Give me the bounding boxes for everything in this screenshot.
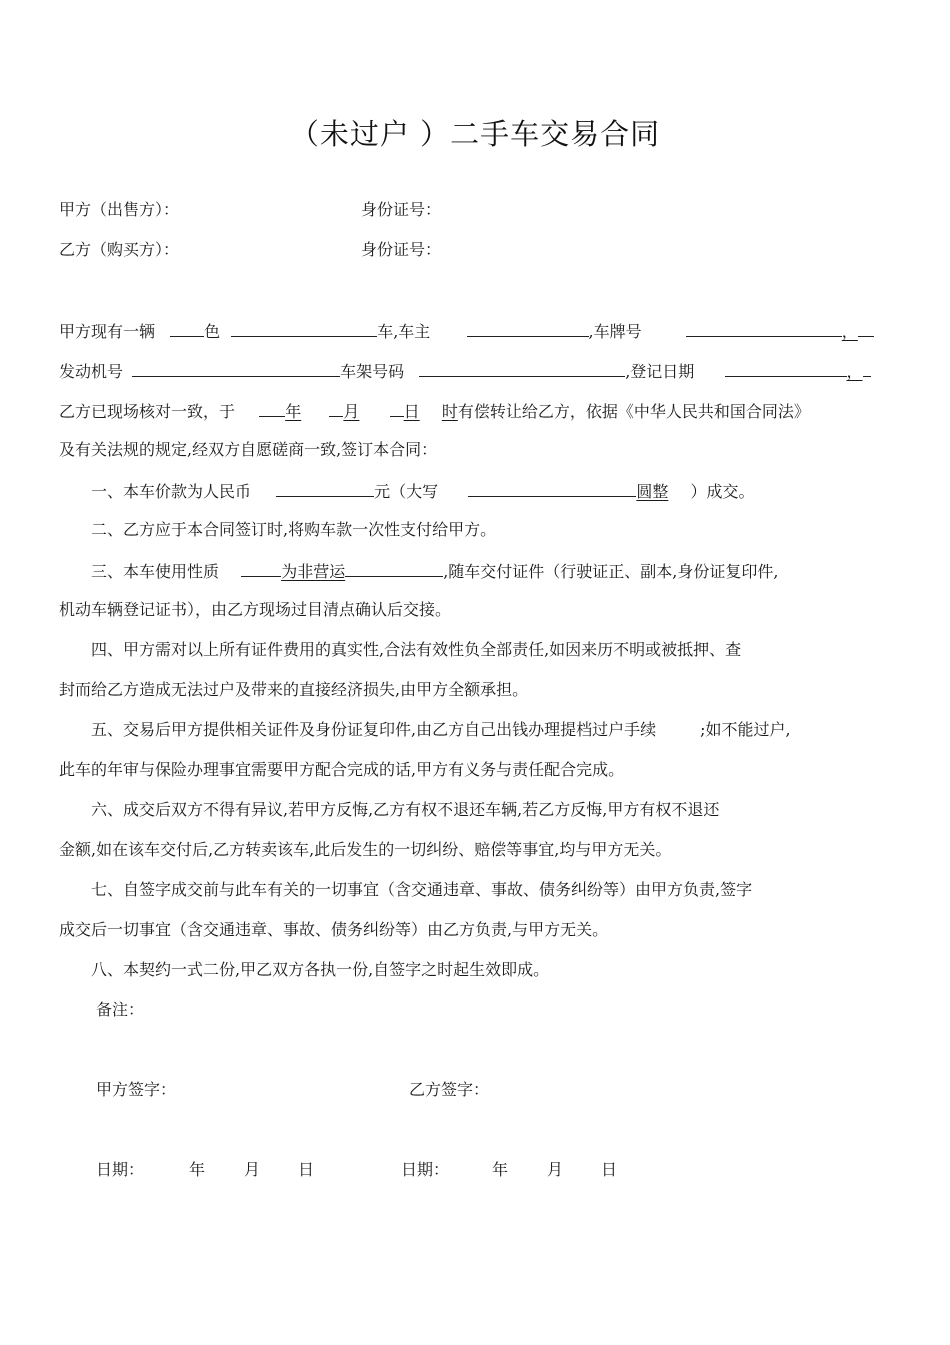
remark-label: 备注： bbox=[96, 1000, 145, 1019]
buyer-label: 乙方（购买方）： bbox=[59, 240, 180, 259]
engine-label: 发动机号 bbox=[59, 362, 124, 381]
frame-label: 车架号码 bbox=[340, 362, 405, 381]
clause-3-cont: 机动车辆登记证书），由乙方现场过目清点确认后交接。 bbox=[59, 600, 452, 619]
day-label: 日 bbox=[403, 402, 420, 421]
clause-4-cont: 封而给乙方造成无法过户及带来的直接经济损失,由甲方全额承担。 bbox=[59, 680, 529, 699]
plate-label: ,车牌号 bbox=[588, 322, 642, 341]
clause-1-price-label: 一、本车价款为人民币 bbox=[91, 482, 252, 501]
hour-label: 时 bbox=[441, 402, 458, 421]
clause-3 bbox=[91, 560, 778, 582]
seller-signature-label: 甲方签字： bbox=[96, 1080, 177, 1099]
clause-3-docs: ,随车交付证件（行驶证正、副本,身份证复印件, bbox=[443, 562, 779, 581]
vehicle-line-3 bbox=[59, 400, 810, 422]
vehicle-line-4: 及有关法规的规定,经双方自愿磋商一致,签订本合同： bbox=[59, 440, 438, 459]
price-blank[interactable] bbox=[276, 480, 374, 497]
model-blank[interactable] bbox=[231, 320, 377, 337]
document-title: （未过户 ）二手车交易合同 bbox=[289, 117, 661, 151]
plate-tail-blank bbox=[858, 320, 874, 337]
seller-label: 甲方（出售方）： bbox=[59, 200, 180, 219]
clause-5-text: 五、交易后甲方提供相关证件及身份证复印件,由乙方自己出钱办理提档过户手续 bbox=[91, 720, 657, 739]
month-blank[interactable] bbox=[329, 400, 343, 417]
clause-1-yuanzheng: 圆整 bbox=[636, 482, 669, 501]
reg-date-blank[interactable] bbox=[725, 360, 847, 377]
buyer-id-label: 身份证号： bbox=[361, 240, 442, 259]
seller-date-label: 日期： bbox=[96, 1160, 145, 1179]
year-label: 年 bbox=[285, 402, 302, 421]
usage-lead-blank bbox=[241, 560, 281, 577]
usage-value[interactable]: 为非营运 bbox=[281, 562, 346, 581]
buyer-date-year: 年 bbox=[492, 1160, 509, 1179]
seller-id-label: 身份证号： bbox=[361, 200, 442, 219]
buyer-signature-label: 乙方签字： bbox=[409, 1080, 490, 1099]
reg-tail-blank bbox=[863, 360, 871, 377]
clause-2: 二、乙方应于本合同签订时,将购车款一次性支付给甲方。 bbox=[91, 520, 497, 539]
plate-comma: ， bbox=[841, 322, 858, 341]
seller-date-day: 日 bbox=[298, 1160, 315, 1179]
month-label: 月 bbox=[343, 402, 360, 421]
vehicle-line-1 bbox=[59, 320, 874, 342]
color-suffix: 色 bbox=[204, 322, 221, 341]
seller-date-year: 年 bbox=[189, 1160, 206, 1179]
clause-5-cont: 此车的年审与保险办理事宜需要甲方配合完成的话,甲方有义务与责任配合完成。 bbox=[59, 760, 625, 779]
clause-5 bbox=[91, 720, 791, 740]
usage-tail-blank bbox=[345, 560, 443, 577]
buyer-date-day: 日 bbox=[601, 1160, 618, 1179]
clause-5-tail: ;如不能过户, bbox=[700, 720, 791, 739]
color-blank[interactable] bbox=[170, 320, 204, 337]
transfer-intro: 乙方已现场核对一致，于 bbox=[59, 402, 236, 421]
frame-blank[interactable] bbox=[419, 360, 625, 377]
engine-blank[interactable] bbox=[132, 360, 340, 377]
clause-1-yuan: 元（大写 bbox=[374, 482, 439, 501]
year-blank[interactable] bbox=[259, 400, 285, 417]
clause-1 bbox=[91, 480, 755, 502]
clause-7: 七、自签字成交前与此车有关的一切事宜（含交通违章、事故、债务纠纷等）由甲方负责,签字 bbox=[91, 880, 753, 899]
clause-4: 四、甲方需对以上所有证件费用的真实性,合法有效性负全部责任,如因来历不明或被抵押、查 bbox=[91, 640, 742, 659]
clause-1-end: ）成交。 bbox=[690, 482, 755, 501]
day-blank[interactable] bbox=[390, 400, 404, 417]
buyer-date-label: 日期： bbox=[401, 1160, 450, 1179]
car-owner-label: 车,车主 bbox=[377, 322, 431, 341]
buyer-date-month: 月 bbox=[547, 1160, 564, 1179]
reg-label: ,登记日期 bbox=[625, 362, 695, 381]
price-words-blank[interactable] bbox=[468, 480, 636, 497]
clause-6-cont: 金额,如在该车交付后,乙方转卖该车,此后发生的一切纠纷、赔偿等事宜,均与甲方无关。 bbox=[59, 840, 672, 859]
clause-6: 六、成交后双方不得有异议,若甲方反悔,乙方有权不退还车辆,若乙方反悔,甲方有权不退还 bbox=[91, 800, 720, 819]
vehicle-line-2 bbox=[59, 360, 871, 382]
clause-7-cont: 成交后一切事宜（含交通违章、事故、债务纠纷等）由乙方负责,与甲方无关。 bbox=[59, 920, 609, 939]
vehicle-intro: 甲方现有一辆 bbox=[59, 322, 156, 341]
plate-blank[interactable] bbox=[686, 320, 842, 337]
owner-blank[interactable] bbox=[467, 320, 589, 337]
transfer-text: 有偿转让给乙方，依据《中华人民共和国合同法》 bbox=[457, 402, 810, 421]
seller-date-month: 月 bbox=[244, 1160, 261, 1179]
clause-8: 八、本契约一式二份,甲乙双方各执一份,自签字之时起生效即成。 bbox=[91, 960, 550, 979]
clause-3-label: 三、本车使用性质 bbox=[91, 562, 220, 581]
reg-comma: ， bbox=[846, 362, 863, 381]
